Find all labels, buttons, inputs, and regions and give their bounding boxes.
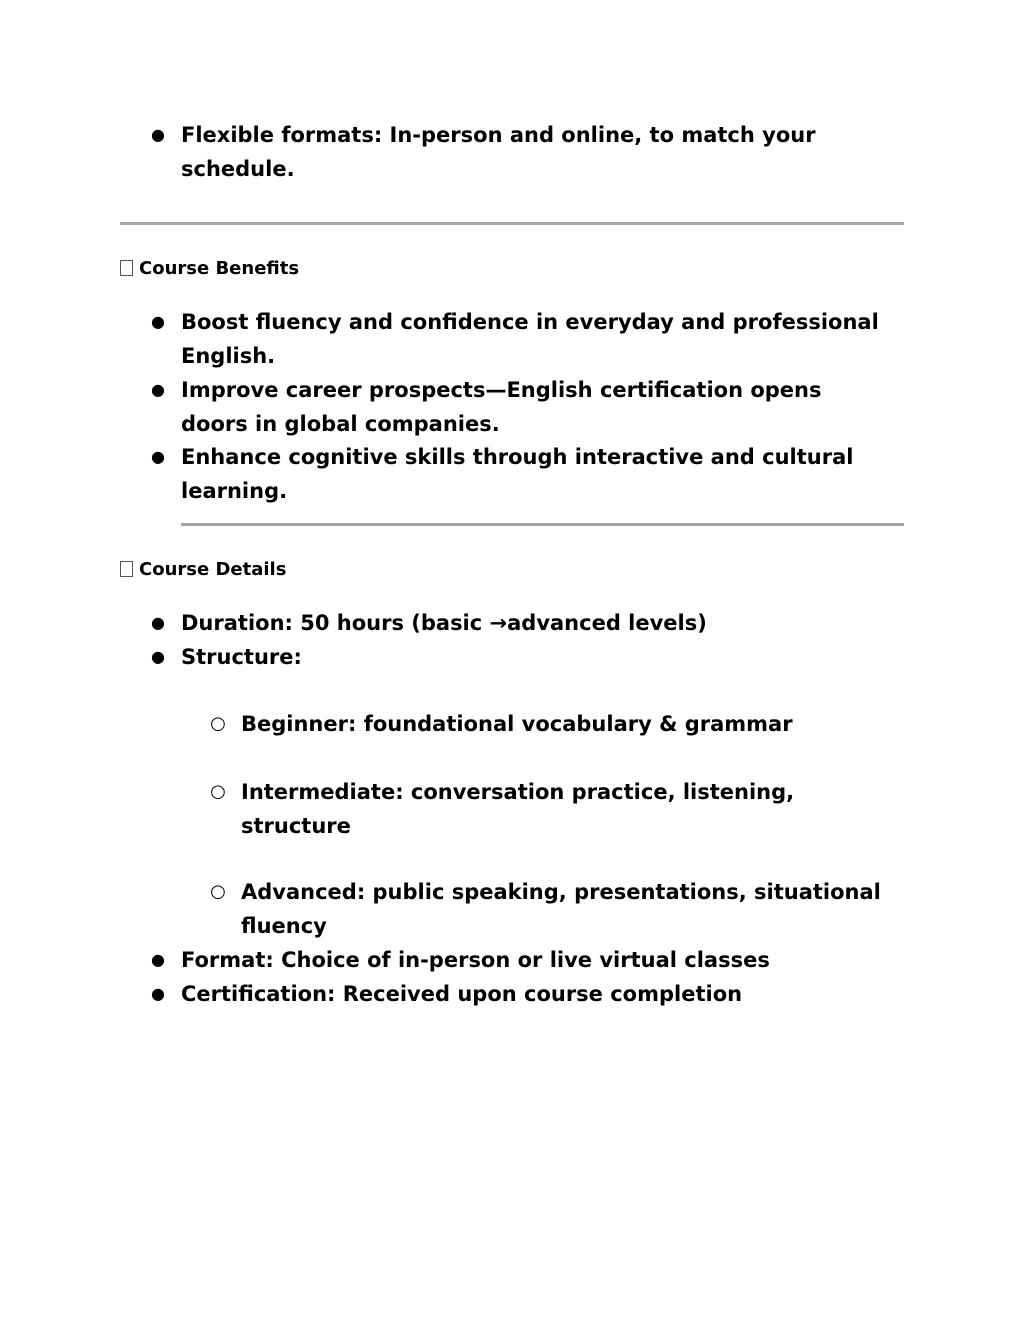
section-heading-text: Course Benefits: [139, 258, 300, 279]
sub-list-item: [0, 775, 1024, 843]
bullet-circle-icon: ○: [210, 881, 226, 902]
bullet-dot-icon: ●: [151, 447, 165, 466]
bullet-dot-icon: ●: [151, 380, 165, 399]
divider: [120, 222, 904, 225]
sub-list-item: [0, 707, 1024, 741]
list-item: [0, 373, 1024, 441]
bullet-dot-icon: ●: [151, 613, 165, 632]
list-item-text: Format: Choice of in-person or live virtual classes: [181, 948, 770, 972]
list-item-text: Certification: Received upon course completion: [181, 982, 743, 1006]
sub-list-item-text: Advanced: public speaking, presentations, situational fluency: [241, 880, 881, 938]
section-heading-details: [120, 558, 286, 582]
bullet-dot-icon: ●: [151, 984, 165, 1003]
list-item: [0, 305, 1024, 373]
bullet-dot-icon: ●: [151, 647, 165, 666]
list-item: [0, 640, 1024, 674]
list-item: [0, 943, 1024, 977]
list-item-text: Duration: 50 hours (basic →advanced levels): [181, 611, 707, 635]
bullet-circle-icon: ○: [210, 713, 226, 734]
list-item-text: Enhance cognitive skills through interactive and cultural learning.: [181, 445, 854, 503]
sub-list-item: [0, 875, 1024, 943]
bullet-circle-icon: ○: [210, 781, 226, 802]
list-item-text: Improve career prospects—English certification opens doors in global companies.: [181, 378, 822, 436]
bullet-dot-icon: ●: [151, 950, 165, 969]
list-item-text: Structure:: [181, 645, 302, 669]
list-item: [0, 606, 1024, 640]
list-item: [0, 977, 1024, 1011]
missing-glyph-icon: [120, 561, 133, 577]
section-heading-text: Course Details: [139, 559, 287, 580]
list-item-text: Flexible formats: In-person and online, to match your schedule.: [181, 123, 816, 181]
sub-list-item-text: Intermediate: conversation practice, listening, structure: [241, 780, 795, 838]
bullet-dot-icon: ●: [151, 125, 165, 144]
list-item: [0, 118, 1024, 188]
divider: [181, 523, 904, 526]
section-heading-benefits: [120, 257, 299, 281]
sub-list-item-text: Beginner: foundational vocabulary & grammar: [241, 712, 793, 736]
list-item: [0, 440, 1024, 508]
missing-glyph-icon: [120, 260, 133, 276]
bullet-dot-icon: ●: [151, 312, 165, 331]
list-item-text: Boost fluency and confidence in everyday and professional English.: [181, 310, 879, 368]
